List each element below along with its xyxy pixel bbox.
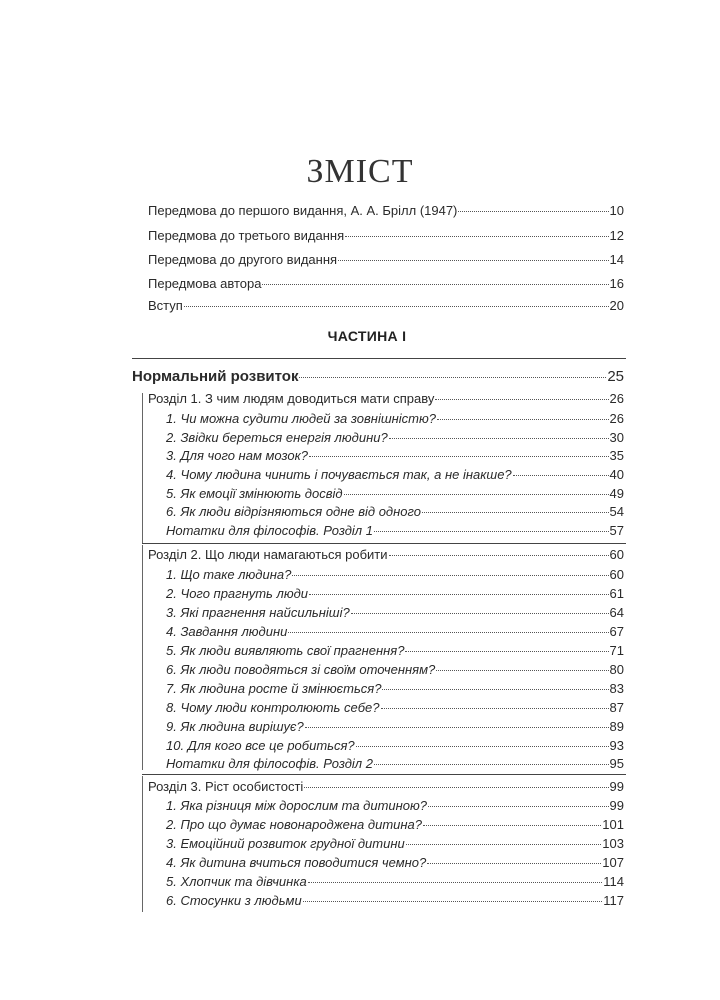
- toc-entry-label: Передмова до третього видання: [148, 228, 345, 243]
- toc-entry-page: 14: [609, 252, 624, 267]
- toc-entry-label: 3. Для чого нам мозок?: [166, 448, 308, 463]
- toc-entry-label: 4. Як дитина вчиться поводитися чемно?: [166, 855, 427, 870]
- toc-subentry: [166, 624, 624, 640]
- chapter-rule: [142, 545, 143, 770]
- chapter-rule: [142, 776, 143, 912]
- toc-entry: [148, 298, 624, 314]
- toc-entry-label: 1. Яка різниця між дорослим та дитиною?: [166, 798, 428, 813]
- toc-subentry: [166, 738, 624, 754]
- toc-entry-page: 61: [609, 586, 624, 601]
- toc-subentry: [166, 756, 624, 772]
- leader-dots: [338, 259, 608, 261]
- toc-entry-page: 71: [609, 643, 624, 658]
- leader-dots: [374, 763, 609, 765]
- toc-chapter-entry: [148, 779, 624, 795]
- leader-dots: [513, 474, 609, 476]
- toc-subentry: [166, 486, 624, 502]
- toc-subentry: [166, 700, 624, 716]
- toc-entry-label: 3. Які прагнення найсильніші?: [166, 605, 350, 620]
- leader-dots: [309, 593, 609, 595]
- leader-dots: [422, 511, 609, 513]
- leader-dots: [288, 631, 608, 633]
- toc-entry-page: 80: [609, 662, 624, 677]
- toc-subentry: [166, 605, 624, 621]
- leader-dots: [184, 305, 609, 307]
- toc-subentry: [166, 893, 624, 909]
- toc-entry-page: 103: [602, 836, 624, 851]
- leader-dots: [309, 455, 609, 457]
- leader-dots: [303, 900, 603, 902]
- toc-entry-page: 60: [609, 567, 624, 582]
- leader-dots: [305, 726, 609, 728]
- leader-dots: [437, 418, 609, 420]
- leader-dots: [423, 824, 601, 826]
- leader-dots: [374, 530, 609, 532]
- toc-entry-label: 5. Хлопчик та дівчинка: [166, 874, 307, 889]
- toc-entry-label: Розділ 1. З чим людям доводиться мати справу: [148, 391, 435, 406]
- leader-dots: [304, 786, 608, 788]
- leader-dots: [356, 745, 609, 747]
- toc-subentry: [166, 719, 624, 735]
- toc-entry-label: Вступ: [148, 298, 183, 313]
- toc-subentry: [166, 817, 624, 833]
- toc-entry: [148, 276, 624, 292]
- toc-entry-page: 99: [609, 779, 624, 794]
- toc-entry-label: Розділ 2. Що люди намагаються робити: [148, 547, 388, 562]
- toc-entry-label: 2. Звідки береться енергія людини?: [166, 430, 388, 445]
- toc-entry-label: Нормальний розвиток: [132, 368, 299, 385]
- toc-entry-page: 67: [609, 624, 624, 639]
- leader-dots: [292, 574, 608, 576]
- toc-entry-page: 117: [603, 893, 624, 908]
- toc-entry-page: 54: [609, 504, 624, 519]
- toc-entry-label: 2. Чого прагнуть люди: [166, 586, 309, 601]
- toc-subentry: [166, 586, 624, 602]
- toc-entry-page: 30: [609, 430, 624, 445]
- toc-chapter-entry: [148, 547, 624, 563]
- toc-entry-label: 9. Як людина вирішує?: [166, 719, 304, 734]
- toc-entry-label: 1. Чи можна судити людей за зовнішністю?: [166, 411, 437, 426]
- leader-dots: [382, 688, 608, 690]
- toc-subentry: [166, 798, 624, 814]
- leader-dots: [405, 650, 608, 652]
- toc-subentry: [166, 504, 624, 520]
- leader-dots: [436, 669, 608, 671]
- toc-entry-page: 40: [609, 467, 624, 482]
- toc-entry-page: 60: [609, 547, 624, 562]
- toc-subentry: [166, 662, 624, 678]
- toc-subentry: [166, 836, 624, 852]
- part-heading: ЧАСТИНА І: [327, 328, 407, 344]
- chapter-divider: [142, 774, 626, 775]
- toc-entry-label: Передмова до першого видання, А. А. Брілл (1947): [148, 203, 458, 218]
- toc-entry-page: 25: [607, 368, 624, 385]
- toc-subentry: [166, 523, 624, 539]
- leader-dots: [458, 210, 608, 212]
- toc-entry-label: 8. Чому люди контролюють себе?: [166, 700, 380, 715]
- leader-dots: [389, 554, 609, 556]
- leader-dots: [435, 398, 608, 400]
- toc-subentry: [166, 855, 624, 871]
- toc-entry-label: Нотатки для філософів. Розділ 1: [166, 523, 373, 538]
- leader-dots: [299, 376, 606, 378]
- toc-subentry: [166, 448, 624, 464]
- toc-entry: [148, 203, 624, 219]
- toc-entry-label: 6. Як люди відрізняються одне від одного: [166, 504, 421, 519]
- toc-entry-label: Передмова до другого видання: [148, 252, 338, 267]
- chapter-divider: [142, 543, 626, 544]
- toc-entry-page: 26: [609, 391, 624, 406]
- toc-entry-page: 12: [609, 228, 624, 243]
- leader-dots: [406, 843, 602, 845]
- toc-entry-page: 16: [609, 276, 624, 291]
- toc-subentry: [166, 681, 624, 697]
- toc-entry-label: 6. Як люди поводяться зі своїм оточенням?: [166, 662, 436, 677]
- toc-entry-page: 95: [609, 756, 624, 771]
- leader-dots: [427, 862, 601, 864]
- toc-entry-label: Розділ 3. Ріст особистості: [148, 779, 304, 794]
- toc-entry-page: 101: [602, 817, 624, 832]
- toc-entry-page: 114: [603, 874, 624, 889]
- page-title: ЗМІСТ: [306, 153, 414, 190]
- toc-entry-label: 2. Про що думає новонароджена дитина?: [166, 817, 422, 832]
- toc-entry: [148, 252, 624, 268]
- toc-entry-label: 1. Що таке людина?: [166, 567, 292, 582]
- leader-dots: [344, 493, 609, 495]
- toc-entry-page: 99: [609, 798, 624, 813]
- toc-subentry: [166, 411, 624, 427]
- toc-entry-page: 89: [609, 719, 624, 734]
- toc-entry-label: Передмова автора: [148, 276, 262, 291]
- toc-entry-label: 7. Як людина росте й змінюється?: [166, 681, 382, 696]
- leader-dots: [381, 707, 609, 709]
- toc-subentry: [166, 643, 624, 659]
- toc-entry-label: Нотатки для філософів. Розділ 2: [166, 756, 373, 771]
- toc-entry-page: 20: [609, 298, 624, 313]
- toc-entry-label: 3. Емоційний розвиток грудної дитини: [166, 836, 405, 851]
- toc-entry-page: 107: [602, 855, 624, 870]
- toc-subentry: [166, 567, 624, 583]
- toc-entry-page: 35: [609, 448, 624, 463]
- leader-dots: [345, 235, 608, 237]
- toc-entry-label: 10. Для кого все це робиться?: [166, 738, 355, 753]
- toc-entry-page: 49: [609, 486, 624, 501]
- toc-entry-page: 93: [609, 738, 624, 753]
- toc-entry-page: 87: [609, 700, 624, 715]
- toc-entry-label: 5. Як люди виявляють свої прагнення?: [166, 643, 405, 658]
- toc-entry-page: 57: [609, 523, 624, 538]
- toc-subentry: [166, 874, 624, 890]
- toc-entry-label: 4. Завдання людини: [166, 624, 288, 639]
- leader-dots: [428, 805, 608, 807]
- toc-entry-label: 4. Чому людина чинить і почувається так, а не інакше?: [166, 467, 512, 482]
- toc-entry-page: 83: [609, 681, 624, 696]
- toc-entry-page: 26: [609, 411, 624, 426]
- toc-subentry: [166, 430, 624, 446]
- leader-dots: [308, 881, 603, 883]
- toc-subentry: [166, 467, 624, 483]
- section-divider: [132, 358, 626, 359]
- leader-dots: [262, 283, 608, 285]
- leader-dots: [389, 437, 609, 439]
- leader-dots: [351, 612, 609, 614]
- toc-entry-page: 10: [609, 203, 624, 218]
- toc-entry-label: 5. Як емоції змінюють досвід: [166, 486, 343, 501]
- toc-entry-label: 6. Стосунки з людьми: [166, 893, 302, 908]
- chapter-rule: [142, 393, 143, 543]
- toc-entry: [148, 228, 624, 244]
- toc-part-entry: [132, 369, 624, 385]
- toc-entry-page: 64: [609, 605, 624, 620]
- toc-chapter-entry: [148, 391, 624, 407]
